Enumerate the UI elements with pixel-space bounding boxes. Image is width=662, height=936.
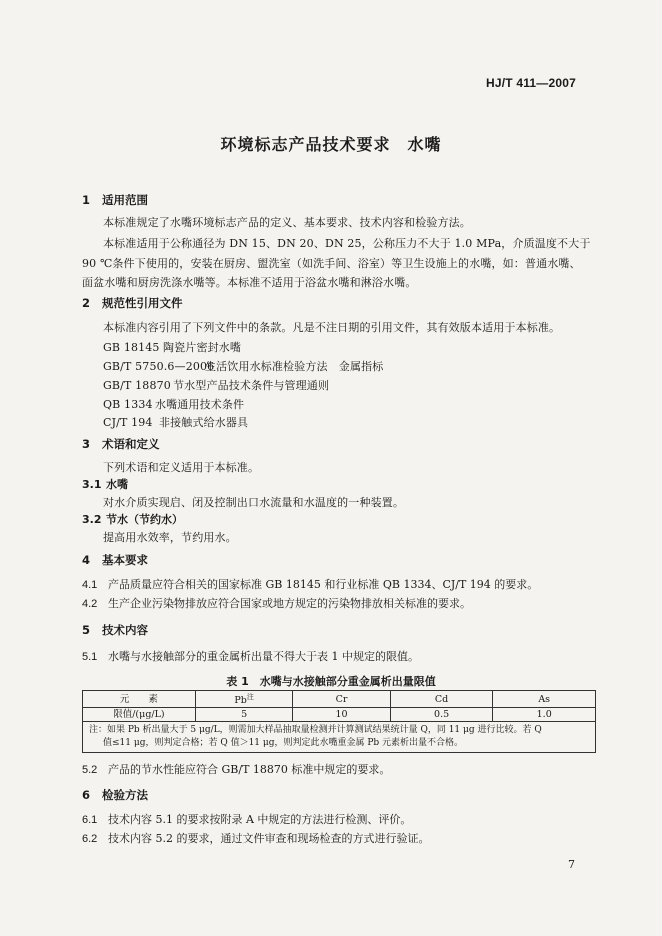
table-header-cell: As	[493, 691, 596, 708]
clause-6-1: 6.1 技术内容 5.1 的要求按附录 A 中规定的方法进行检测、评价。	[82, 813, 412, 826]
table-header-cell: Cr	[293, 691, 390, 708]
page-title: 环境标志产品技术要求 水嘴	[220, 135, 442, 154]
clause-4-1: 4.1 产品质量应符合相关的国家标准 GB 18145 和行业标准 QB 1334、CJ/T 194 的要求。	[82, 578, 539, 591]
reference-item: GB/T 5750.6—2006生活饮用水标准检验方法 金属指标	[103, 360, 384, 373]
paragraph: 本标准内容引用了下列文件中的条款。凡是不注日期的引用文件，其有效版本适用于本标准。	[103, 321, 561, 334]
table-cell: 限值/(μg/L)	[83, 708, 196, 722]
paragraph: 面盆水嘴和厨房洗涤水嘴等。本标准不适用于浴盆水嘴和淋浴水嘴。	[82, 276, 417, 289]
clause-6-2: 6.2 技术内容 5.2 的要求，通过文件审查和现场检查的方式进行验证。	[82, 832, 430, 845]
term-definition: 对水介质实现启、闭及控制出口水流量和水温度的一种装置。	[103, 496, 405, 509]
page-number: 7	[568, 858, 575, 871]
table-header-cell: $Pb^注$	[195, 691, 292, 708]
section-3-heading: 3 术语和定义	[82, 437, 160, 451]
term-3-1-heading: 3.1 水嘴	[82, 478, 128, 491]
section-1-heading: 1 适用范围	[82, 193, 148, 207]
paragraph: 下列术语和定义适用于本标准。	[103, 461, 260, 474]
reference-item: GB/T 18870 节水型产品技术条件与管理通则	[103, 379, 330, 392]
table-header-row	[83, 691, 596, 708]
term-3-2-heading: 3.2 节水（节约水）	[82, 513, 183, 526]
table-cell: 5	[195, 708, 292, 722]
table-note: 注：如果 Pb 析出量大于 5 μg/L，则需加大样品抽取量检测并计算测试结果统计量 Q，同 11 μg 进行比较。若 Q 值≤11 μg，则判定合格；若 Q 值＞11 μg，则判定此水嘴重金属 Pb 元素析出量不合格。	[83, 722, 596, 753]
table-cell: 10	[293, 708, 390, 722]
term-definition: 提高用水效率，节约用水。	[103, 531, 237, 544]
heavy-metal-limits-table	[82, 690, 596, 753]
table-header-cell: 元 素	[83, 691, 196, 708]
section-4-heading: 4 基本要求	[82, 553, 148, 567]
clause-5-2: 5.2 产品的节水性能应符合 GB/T 18870 标准中规定的要求。	[82, 763, 391, 776]
clause-4-2: 4.2 生产企业污染物排放应符合国家或地方规定的污染物排放相关标准的要求。	[82, 597, 471, 610]
paragraph: 本标准规定了水嘴环境标志产品的定义、基本要求、技术内容和检验方法。	[103, 216, 471, 229]
clause-5-1: 5.1 水嘴与水接触部分的重金属析出量不得大于表 1 中规定的限值。	[82, 650, 419, 663]
table-row	[83, 708, 596, 722]
reference-item: CJ/T 194 非接触式给水器具	[103, 416, 249, 429]
table-caption: 表 1 水嘴与水接触部分重金属析出量限值	[226, 675, 436, 688]
section-6-heading: 6 检验方法	[82, 788, 148, 802]
table-cell: 1.0	[493, 708, 596, 722]
standard-number: HJ/T 411—2007	[486, 76, 576, 90]
table-note-row	[83, 722, 596, 753]
section-2-heading: 2 规范性引用文件	[82, 296, 183, 310]
paragraph: 90 ℃条件下使用的，安装在厨房、盥洗室（如洗手间、浴室）等卫生设施上的水嘴，如：普通水嘴、	[82, 257, 581, 270]
section-5-heading: 5 技术内容	[82, 623, 148, 637]
reference-item: GB 18145 陶瓷片密封水嘴	[103, 341, 242, 354]
paragraph: 本标准适用于公称通径为 DN 15、DN 20、DN 25，公称压力不大于 1.0 MPa，介质温度不大于	[103, 237, 591, 250]
table-cell: 0.5	[390, 708, 493, 722]
table-header-cell: Cd	[390, 691, 493, 708]
reference-item: QB 1334 水嘴通用技术条件	[103, 398, 245, 411]
